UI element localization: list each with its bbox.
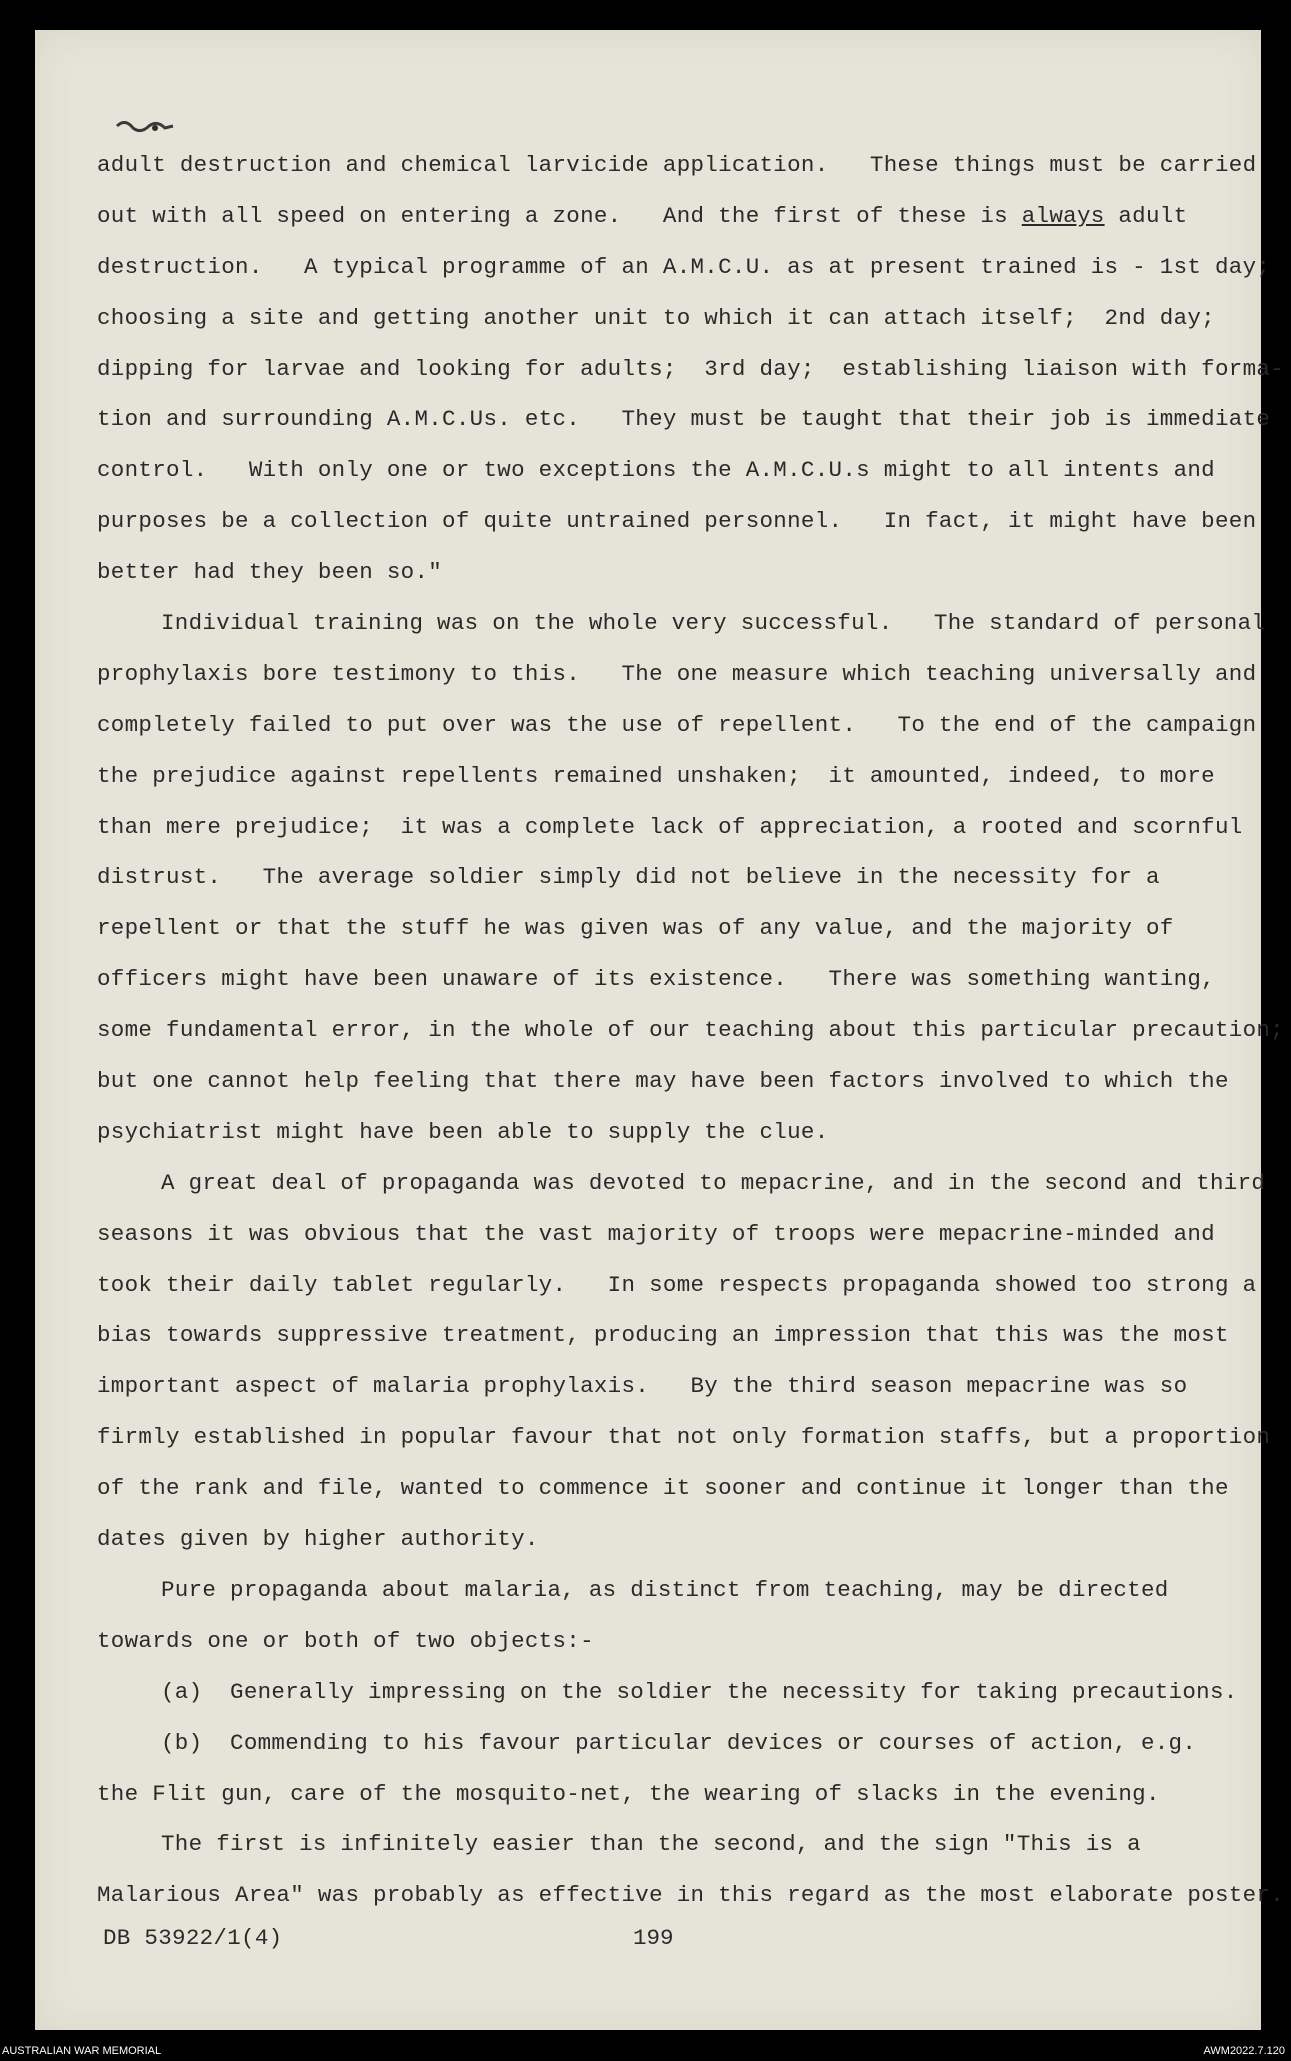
text-line: A great deal of propaganda was devoted to mepacrine, and in the second and third <box>161 1169 1266 1196</box>
text-line <box>97 191 1217 242</box>
text-line: seasons it was obvious that the vast majority of troops were mepacrine-minded and <box>97 1220 1215 1247</box>
text-line: purposes be a collection of quite untrained personnel. In fact, it might have been <box>97 508 1257 535</box>
text-line: the Flit gun, care of the mosquito-net, the wearing of slacks in the evening. <box>97 1780 1160 1807</box>
torn-corner-mark <box>115 116 195 136</box>
text-line: some fundamental error, in the whole of our teaching about this particular precaution; <box>97 1017 1284 1044</box>
text-line: took their daily tablet regularly. In some respects propaganda showed too strong a <box>97 1271 1257 1298</box>
footer-catalog-id: AWM2022.7.120 <box>1203 2045 1285 2057</box>
document-reference: DB 53922/1(4) <box>103 1925 283 1951</box>
footer-archive-name: AUSTRALIAN WAR MEMORIAL <box>2 2045 162 2057</box>
text-line: (a) Generally impressing on the soldier the necessity for taking precautions. <box>161 1678 1238 1705</box>
text-line: prophylaxis bore testimony to this. The one measure which teaching universally and <box>97 660 1257 687</box>
text-line: but one cannot help feeling that there may have been factors involved to which the <box>97 1068 1229 1095</box>
text-line: (b) Commending to his favour particular devices or courses of action, e.g. <box>161 1729 1197 1756</box>
text-segment: adult <box>1104 202 1188 229</box>
text-line: than mere prejudice; it was a complete lack of appreciation, a rooted and scornful <box>97 813 1243 840</box>
text-line: dates given by higher authority. <box>97 1526 539 1553</box>
text-line: better had they been so." <box>97 559 443 586</box>
text-line: important aspect of malaria prophylaxis. By the third season mepacrine was so <box>97 1373 1188 1400</box>
text-line: officers might have been unaware of its existence. There was something wanting, <box>97 966 1215 993</box>
text-line: tion and surrounding A.M.C.Us. etc. They must be taught that their job is immediate <box>97 406 1271 433</box>
underlined-word: always <box>1021 202 1105 229</box>
text-line: Malarious Area" was probably as effective in this regard as the most elaborate poster. <box>97 1882 1284 1909</box>
text-line: firmly established in popular favour that not only formation staffs, but a proportion <box>97 1424 1271 1451</box>
text-line: bias towards suppressive treatment, producing an impression that this was the most <box>97 1322 1229 1349</box>
text-line: distrust. The average soldier simply did not believe in the necessity for a <box>97 864 1160 891</box>
text-line: destruction. A typical programme of an A.M.C.U. as at present trained is - 1st day; <box>97 253 1271 280</box>
text-line: Pure propaganda about malaria, as distinct from teaching, may be directed <box>161 1576 1169 1603</box>
text-line: adult destruction and chemical larvicide application. These things must be carried <box>97 152 1257 178</box>
text-line: choosing a site and getting another unit to which it can attach itself; 2nd day; <box>97 304 1215 331</box>
text-line: dipping for larvae and looking for adults; 3rd day; establishing liaison with forma- <box>97 355 1284 382</box>
text-line: control. With only one or two exceptions the A.M.C.U.s might to all intents and <box>97 457 1215 484</box>
page-number: 199 <box>633 1925 674 1951</box>
text-line: repellent or that the stuff he was given was of any value, and the majority of <box>97 915 1174 942</box>
text-line: The first is infinitely easier than the second, and the sign "This is a <box>161 1831 1141 1858</box>
text-line: completely failed to put over was the use of repellent. To the end of the campaign <box>97 711 1257 738</box>
document-body <box>97 140 1284 1921</box>
text-line: the prejudice against repellents remained unshaken; it amounted, indeed, to more <box>97 762 1215 789</box>
text-line: of the rank and file, wanted to commence it sooner and continue it longer than the <box>97 1475 1229 1502</box>
text-line: Individual training was on the whole very successful. The standard of personal <box>161 610 1266 637</box>
text-segment: out with all speed on entering a zone. And the first of these is <box>97 202 1022 229</box>
text-line: psychiatrist might have been able to supply the clue. <box>97 1118 829 1145</box>
text-line: towards one or both of two objects:- <box>97 1627 594 1654</box>
